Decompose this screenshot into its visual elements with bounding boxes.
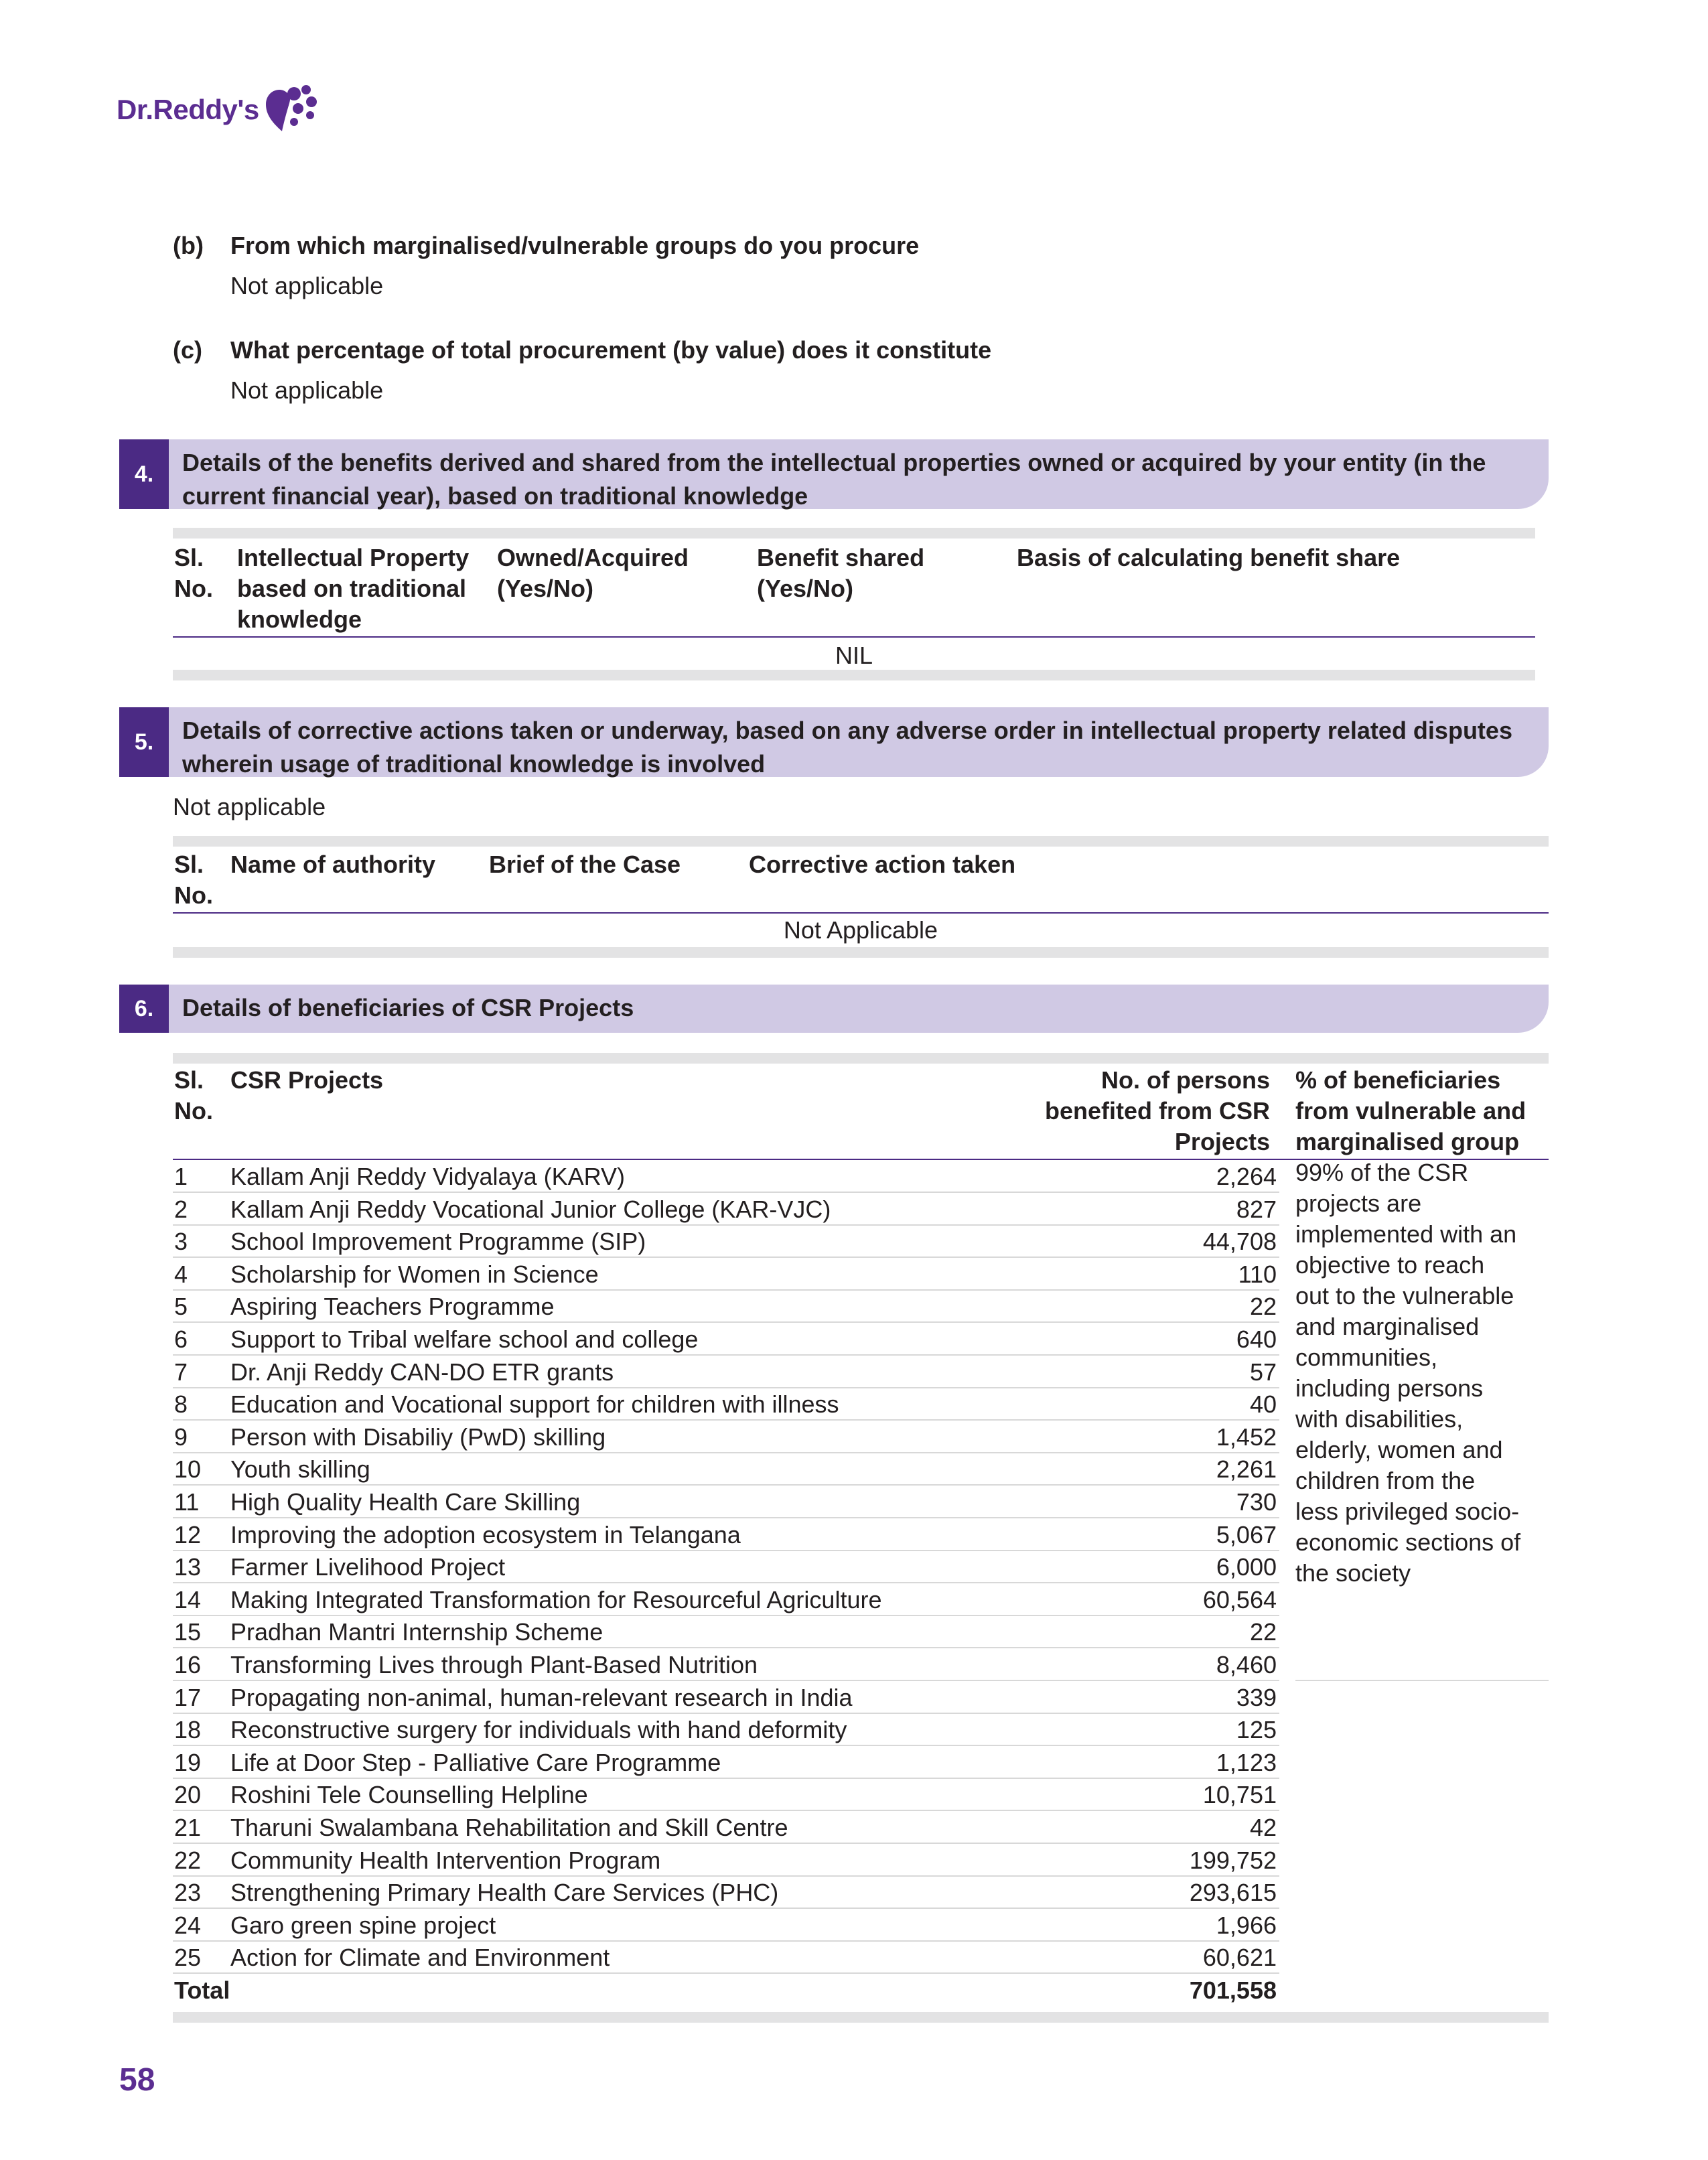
logo-heart-icon: [265, 84, 318, 135]
row-number: 24: [174, 1911, 202, 1939]
answer-c: Not applicable: [230, 376, 384, 404]
s4-header-basis: Basis of calculating benefit share: [1017, 544, 1401, 571]
total-row: [173, 1975, 1279, 2007]
s5-note: Not applicable: [173, 793, 326, 820]
row-project-name: Aspiring Teachers Programme: [230, 1293, 555, 1321]
row-project-name: Transforming Lives through Plant-Based Nutrition: [230, 1651, 758, 1678]
table-bottom-bar: [173, 670, 1535, 680]
row-persons-value: 1,123: [1216, 1748, 1277, 1776]
row-number: 7: [174, 1358, 188, 1386]
table-top-bar: [173, 1053, 1549, 1064]
row-persons-value: 57: [1249, 1358, 1277, 1386]
row-number: 13: [174, 1553, 202, 1581]
row-persons-value: 293,615: [1189, 1879, 1277, 1907]
table-row: [173, 1422, 1279, 1453]
row-number: 15: [174, 1618, 202, 1646]
row-project-name: Improving the adoption ecosystem in Telangana: [230, 1520, 741, 1549]
s4-header-benefit: Benefit shared (Yes/No): [757, 544, 925, 602]
row-number: 25: [174, 1944, 202, 1972]
section-6-title: Details of beneficiaries of CSR Projects: [169, 985, 1549, 1033]
row-number: 14: [174, 1585, 202, 1613]
logo-text: Dr.Reddy's: [117, 94, 259, 125]
row-number: 8: [174, 1390, 188, 1419]
answer-b: Not applicable: [230, 272, 384, 299]
row-persons-value: 339: [1236, 1683, 1277, 1711]
row-project-name: High Quality Health Care Skilling: [230, 1488, 581, 1516]
row-persons-value: 22: [1249, 1293, 1277, 1321]
row-project-name: Strengthening Primary Health Care Services (PHC): [230, 1879, 779, 1907]
s4-header-divider: [173, 636, 1535, 638]
question-c-text: What percentage of total procurement (by value) does it constitute: [230, 336, 992, 364]
table-row: [173, 1454, 1279, 1486]
row-persons-value: 60,564: [1202, 1585, 1277, 1613]
row-project-name: Propagating non-animal, human-relevant research in India: [230, 1683, 853, 1711]
row-project-name: Education and Vocational support for children with illness: [230, 1390, 839, 1419]
row-number: 1: [174, 1163, 188, 1190]
s5-header-brief: Brief of the Case: [489, 851, 681, 878]
question-b-text: From which marginalised/vulnerable groups do you procure: [230, 232, 920, 259]
row-project-name: Tharuni Swalambana Rehabilitation and Skill Centre: [230, 1814, 788, 1841]
s5-header-authority: Name of authority: [230, 851, 436, 878]
row-project-name: Garo green spine project: [230, 1911, 496, 1939]
row-number: 10: [174, 1455, 202, 1484]
row-persons-value: 199,752: [1189, 1846, 1277, 1874]
row-project-name: Making Integrated Transformation for Resourceful Agriculture: [230, 1585, 882, 1613]
table-row: [173, 1259, 1279, 1291]
row-number: 5: [174, 1293, 188, 1321]
row-persons-value: 44,708: [1202, 1228, 1277, 1256]
row-number: 18: [174, 1716, 202, 1744]
row-number: 4: [174, 1260, 188, 1288]
row-project-name: Roshini Tele Counselling Helpline: [230, 1781, 588, 1809]
row-number: 23: [174, 1879, 202, 1907]
row-persons-value: 640: [1236, 1325, 1277, 1353]
row-number: 12: [174, 1520, 202, 1549]
table-row: [173, 1812, 1279, 1844]
row-persons-value: 6,000: [1216, 1553, 1277, 1581]
section-5-title: Details of corrective actions taken or underway, based on any adverse order in intellectual property related disputes wherein usage of traditional knowledge is involved: [169, 707, 1549, 777]
row-persons-value: 827: [1236, 1195, 1277, 1223]
s4-value: NIL: [835, 642, 873, 669]
s6-header-percent: % of beneficiaries from vulnerable and marginalised group: [1295, 1066, 1526, 1155]
row-project-name: Reconstructive surgery for individuals with hand deformity: [230, 1716, 847, 1744]
question-b: [173, 232, 919, 260]
table-row: [173, 1226, 1279, 1258]
section-5-number: 5.: [119, 707, 169, 777]
row-persons-value: 8,460: [1216, 1651, 1277, 1678]
row-persons-value: 22: [1249, 1618, 1277, 1646]
vulnerable-note: 99% of the CSR projects are implemented with an objective to reach out to the vulnerable and marginalised communities, including persons with disabilities, elderly, women and children from the less privileged socio- economic sections of the society: [1295, 1159, 1521, 1587]
section-6-number: 6.: [119, 985, 169, 1033]
table-row: [173, 1617, 1279, 1648]
table-row: [173, 1161, 1279, 1193]
row-project-name: Kallam Anji Reddy Vocational Junior College (KAR-VJC): [230, 1195, 831, 1223]
table-row: [173, 1942, 1279, 1974]
row-number: 21: [174, 1814, 202, 1841]
s6-header-persons: No. of persons benefited from CSR Projects: [1044, 1066, 1270, 1155]
page-number: 58: [119, 2062, 155, 2098]
s5-header-action: Corrective action taken: [749, 851, 1016, 878]
row-number: 11: [174, 1488, 200, 1516]
s4-header-sl: Sl. No.: [174, 544, 213, 602]
table-bottom-bar: [173, 2012, 1549, 2023]
row-persons-value: 730: [1236, 1488, 1277, 1516]
row-project-name: Action for Climate and Environment: [230, 1944, 610, 1972]
row-persons-value: 1,966: [1216, 1911, 1277, 1939]
table-row: [173, 1194, 1279, 1226]
row-number: 3: [174, 1228, 188, 1256]
question-b-letter: (b): [173, 232, 204, 259]
row-persons-value: 110: [1238, 1260, 1277, 1288]
table-row: [173, 1357, 1279, 1388]
table-row: [173, 1715, 1279, 1746]
row-project-name: Youth skilling: [230, 1455, 370, 1484]
table-row: [173, 1389, 1279, 1421]
table-row: [173, 1780, 1279, 1811]
table-top-bar: [173, 528, 1535, 538]
row-project-name: Farmer Livelihood Project: [230, 1553, 506, 1581]
section-4-number: 4.: [119, 439, 169, 509]
company-logo: [117, 83, 318, 137]
row-number: 2: [174, 1195, 188, 1223]
s4-header-ip: Intellectual Property based on traditional knowledge: [237, 544, 470, 633]
row-persons-value: 2,261: [1216, 1455, 1277, 1484]
table-top-bar: [173, 836, 1549, 847]
table-row: [173, 1552, 1279, 1583]
row-number: 19: [174, 1748, 202, 1776]
table-row: [173, 1585, 1279, 1616]
table-row: [173, 1877, 1279, 1909]
row-persons-value: 1,452: [1216, 1423, 1277, 1451]
row-project-name: Community Health Intervention Program: [230, 1846, 661, 1874]
row-project-name: Pradhan Mantri Internship Scheme: [230, 1618, 603, 1646]
row-number: 20: [174, 1781, 202, 1809]
row-number: 6: [174, 1325, 188, 1353]
row-number: 17: [174, 1683, 202, 1711]
s4-header-owned: Owned/Acquired (Yes/No): [497, 544, 689, 602]
s5-header-divider: [173, 912, 1549, 914]
table-row: [173, 1845, 1279, 1877]
table-row: [173, 1910, 1279, 1942]
table-bottom-bar: [173, 947, 1549, 958]
row-project-name: Kallam Anji Reddy Vidyalaya (KARV): [230, 1163, 625, 1190]
table-row: [173, 1487, 1279, 1518]
table-row: [173, 1650, 1279, 1681]
table-row: [173, 1682, 1279, 1714]
total-label: Total: [174, 1976, 230, 2004]
row-persons-value: 42: [1249, 1814, 1277, 1841]
total-value: 701,558: [1189, 1976, 1277, 2004]
row-project-name: Dr. Anji Reddy CAN-DO ETR grants: [230, 1358, 614, 1386]
section-4-title: Details of the benefits derived and shared from the intellectual properties owned or acquired by your entity (in the current financial year), based on traditional knowledge: [169, 439, 1549, 509]
row-persons-value: 60,621: [1202, 1944, 1277, 1972]
row-number: 22: [174, 1846, 202, 1874]
question-c-letter: (c): [173, 336, 202, 364]
row-project-name: Scholarship for Women in Science: [230, 1260, 599, 1288]
table-row: [173, 1291, 1279, 1323]
question-c: [173, 336, 991, 364]
s5-header-sl: Sl. No.: [174, 851, 213, 909]
table-row: [173, 1520, 1279, 1551]
row-persons-value: 2,264: [1216, 1163, 1277, 1190]
table-row: [173, 1324, 1279, 1356]
s5-value: Not Applicable: [783, 916, 938, 944]
s6-header-project: CSR Projects: [230, 1066, 384, 1094]
row-project-name: Person with Disabiliy (PwD) skilling: [230, 1423, 606, 1451]
row-project-name: School Improvement Programme (SIP): [230, 1228, 646, 1256]
row-project-name: Support to Tribal welfare school and college: [230, 1325, 699, 1353]
table-row: [173, 1747, 1279, 1779]
note-divider: [1295, 1680, 1549, 1681]
row-persons-value: 125: [1236, 1716, 1277, 1744]
row-persons-value: 10,751: [1202, 1781, 1277, 1809]
row-number: 16: [174, 1651, 202, 1678]
row-number: 9: [174, 1423, 188, 1451]
s6-header-sl: Sl. No.: [174, 1066, 213, 1125]
row-persons-value: 5,067: [1216, 1520, 1277, 1549]
row-project-name: Life at Door Step - Palliative Care Programme: [230, 1748, 721, 1776]
row-persons-value: 40: [1249, 1390, 1277, 1419]
